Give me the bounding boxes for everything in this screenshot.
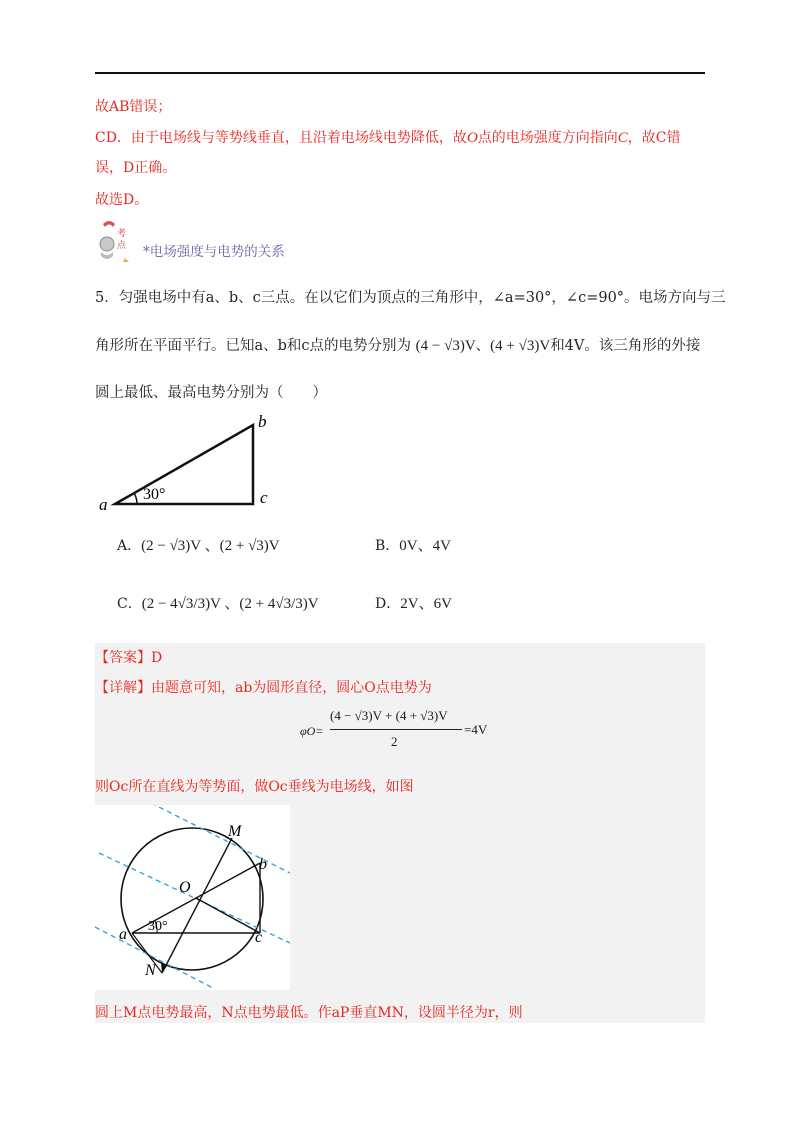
detail-line-2: 则Oc所在直线为等势面，做Oc垂线为电场线，如图 bbox=[95, 779, 414, 795]
formula-lhs: φO= bbox=[300, 724, 324, 738]
label-n: N bbox=[145, 962, 156, 979]
label-c: c bbox=[260, 488, 268, 507]
angle-arc bbox=[134, 493, 137, 504]
prev-line-3: 误，D正确。 bbox=[95, 160, 177, 176]
symbol-c: C bbox=[617, 130, 628, 146]
knowledge-point-text: *电场强度与电势的关系 bbox=[143, 244, 285, 260]
triangle-figure bbox=[95, 408, 285, 518]
label-m: M bbox=[228, 823, 242, 840]
prev-line-4: 故选D。 bbox=[95, 192, 149, 208]
badge-char-top: 考 bbox=[117, 228, 127, 238]
potential-formula bbox=[300, 710, 500, 760]
badge-char-bottom: 点 bbox=[117, 240, 127, 250]
answer-value: D bbox=[151, 650, 163, 666]
label-angle-30: 30° bbox=[143, 486, 166, 503]
label-b2: b bbox=[259, 856, 267, 873]
header-rule bbox=[95, 72, 705, 74]
option-a[interactable]: A．(2 − √3)V 、(2 + √3)V bbox=[117, 538, 280, 554]
detail-line-3: 圆上M点电势最高，N点电势最低。作aP垂直MN，设圆半径为r，则 bbox=[95, 1005, 523, 1021]
label-a2: a bbox=[119, 926, 127, 943]
question-number: 5． bbox=[95, 290, 119, 306]
question-line-3: 圆上最低、最高电势分别为（ ） bbox=[95, 385, 327, 401]
circle-field-figure bbox=[95, 805, 290, 990]
knowledge-point-badge-icon bbox=[95, 218, 135, 264]
formula-rhs: =4V bbox=[464, 722, 488, 737]
answer-tag: 【答案】 bbox=[95, 650, 151, 666]
label-o: O bbox=[179, 879, 191, 896]
question-line-1: 5．匀强电场中有a、b、c三点。在以它们为顶点的三角形中，∠a=30°，∠c=90°。电场方向与三 bbox=[95, 290, 726, 306]
detail-tag: 【详解】 bbox=[95, 680, 151, 696]
label-angle-30-2: 30° bbox=[148, 919, 168, 934]
answer-line bbox=[95, 648, 162, 668]
prev-line-2: CD．由于电场线与等势线垂直，且沿着电场线电势降低，故O点的电场强度方向指向C，故C错 bbox=[95, 130, 681, 146]
potential-b: (4 + √3)V bbox=[490, 338, 551, 354]
prev-line-1: 故AB错误； bbox=[95, 99, 172, 115]
label-c2: c bbox=[255, 929, 263, 946]
triangle-abc bbox=[115, 425, 253, 504]
symbol-o: O bbox=[466, 130, 478, 146]
question-line-2: 角形所在平面平行。已知a、b和c点的电势分别为 (4 − √3)V、(4 + √3)V和4V。该三角形的外接 bbox=[95, 338, 701, 354]
potential-a: (4 − √3)V bbox=[415, 338, 476, 354]
formula-denominator: 2 bbox=[391, 734, 398, 749]
fraction-bar bbox=[330, 729, 462, 730]
label-b: b bbox=[258, 412, 267, 431]
option-b[interactable]: B．0V、4V bbox=[375, 538, 451, 554]
detail-line: 【详解】由题意可知，ab为圆形直径，圆心O点电势为 bbox=[95, 680, 432, 696]
formula-numerator: (4 − √3)V + (4 + √3)V bbox=[330, 708, 448, 723]
option-d[interactable]: D．2V、6V bbox=[375, 596, 452, 612]
option-c[interactable]: C．(2 − 4√3/3)V 、(2 + 4√3/3)V bbox=[117, 596, 319, 612]
label-a: a bbox=[99, 495, 108, 514]
